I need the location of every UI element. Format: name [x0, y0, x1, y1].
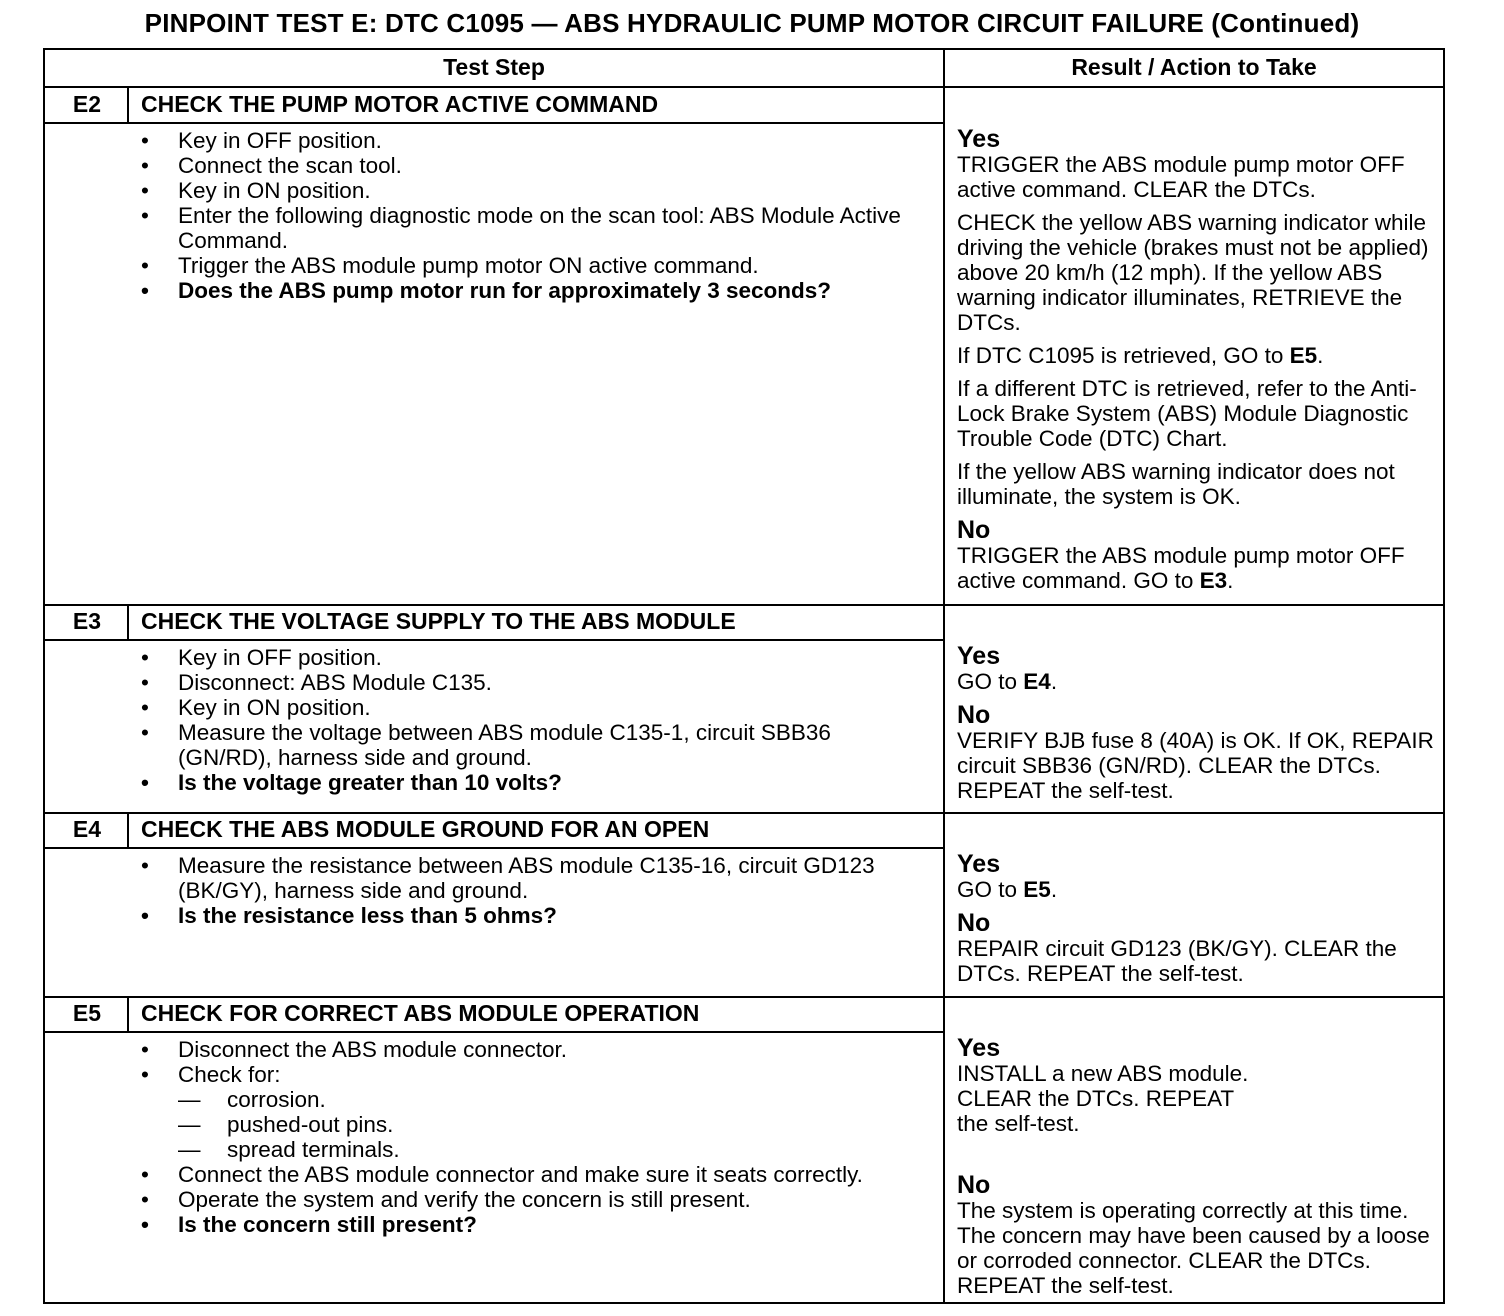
step-result: [957, 126, 1441, 601]
list-item: • Is the concern still present?: [141, 1212, 477, 1237]
list-item: • Disconnect: ABS Module C135.: [141, 670, 492, 695]
result-text: TRIGGER the ABS module pump motor OFF active command. CLEAR the DTCs.: [957, 152, 1405, 202]
step-id: E2: [72, 91, 102, 117]
step-result: [957, 1035, 1441, 1306]
step-heading: CHECK THE ABS MODULE GROUND FOR AN OPEN: [141, 816, 710, 842]
list-item: • Connect the scan tool.: [141, 153, 402, 178]
list-item: • Operate the system and verify the concern is still present.: [141, 1187, 751, 1212]
list-item: — pushed-out pins.: [178, 1112, 394, 1137]
result-text: GO to E5.: [957, 877, 1058, 902]
row-divider: [45, 604, 1443, 606]
list-item: • Enter the following diagnostic mode on the scan tool: ABS Module Active Command.: [141, 203, 901, 253]
page-title: PINPOINT TEST E: DTC C1095 — ABS HYDRAULIC PUMP MOTOR CIRCUIT FAILURE (Continued): [144, 8, 1360, 38]
step-id: E3: [72, 608, 102, 634]
no-label: No: [957, 909, 991, 937]
heading-divider: [45, 847, 943, 849]
result-text: If a different DTC is retrieved, refer to the Anti-Lock Brake System (ABS) Module Diagnostic Trouble Code (DTC) Chart.: [957, 376, 1417, 451]
list-item: • Is the resistance less than 5 ohms?: [141, 903, 557, 928]
yes-label: Yes: [957, 125, 1001, 153]
list-item: • Key in OFF position.: [141, 128, 382, 153]
row-divider: [45, 812, 1443, 814]
list-item: • Trigger the ABS module pump motor ON active command.: [141, 253, 759, 278]
result-text: REPAIR circuit GD123 (BK/GY). CLEAR the DTCs. REPEAT the self-test.: [957, 936, 1397, 986]
result-text: INSTALL a new ABS module.: [957, 1061, 1249, 1086]
step-id: E4: [72, 816, 102, 842]
no-label: No: [957, 701, 991, 729]
yes-label: Yes: [957, 1034, 1001, 1062]
list-item: • Key in OFF position.: [141, 645, 382, 670]
step-instructions: [45, 1037, 935, 1237]
list-item: • Check for:: [141, 1062, 281, 1087]
list-item: • Does the ABS pump motor run for approximately 3 seconds?: [141, 278, 832, 303]
result-text: CLEAR the DTCs. REPEAT: [957, 1086, 1235, 1111]
result-text: TRIGGER the ABS module pump motor OFF active command. GO to E3.: [957, 543, 1405, 593]
step-instructions: [45, 645, 935, 795]
list-item: • Connect the ABS module connector and make sure it seats correctly.: [141, 1162, 863, 1187]
list-item: • Measure the voltage between ABS module C135-1, circuit SBB36 (GN/RD), harness side and ground.: [141, 720, 831, 770]
list-item: — spread terminals.: [178, 1137, 400, 1162]
column-header-test-step: Test Step: [443, 54, 545, 80]
list-item: • Disconnect the ABS module connector.: [141, 1037, 567, 1062]
heading-divider: [45, 122, 943, 124]
step-heading: CHECK THE VOLTAGE SUPPLY TO THE ABS MODULE: [141, 608, 736, 634]
result-text: CHECK the yellow ABS warning indicator while driving the vehicle (brakes must not be applied) above 20 km/h (12 mph). If the yellow ABS warning indicator illuminates, RETRIEVE the DTCs.: [957, 210, 1429, 335]
heading-divider: [45, 1031, 943, 1033]
step-instructions: [45, 853, 935, 928]
heading-divider: [45, 639, 943, 641]
column-header-result: Result / Action to Take: [1071, 54, 1317, 80]
result-text: If the yellow ABS warning indicator does not illuminate, the system is OK.: [957, 459, 1395, 509]
step-result: [957, 851, 1441, 994]
list-item: • Is the voltage greater than 10 volts?: [141, 770, 562, 795]
result-text: the self-test.: [957, 1111, 1080, 1136]
no-label: No: [957, 1171, 991, 1199]
result-text: If DTC C1095 is retrieved, GO to E5.: [957, 343, 1324, 368]
list-item: — corrosion.: [178, 1087, 326, 1112]
yes-label: Yes: [957, 850, 1001, 878]
header-divider: [45, 86, 1443, 88]
list-item: • Key in ON position.: [141, 695, 371, 720]
step-id: E5: [72, 1000, 102, 1026]
list-item: • Measure the resistance between ABS module C135-16, circuit GD123 (BK/GY), harness side and ground.: [141, 853, 875, 903]
step-instructions: [45, 128, 935, 303]
no-label: No: [957, 516, 991, 544]
step-result: [957, 643, 1441, 811]
result-text: The system is operating correctly at this time. The concern may have been caused by a loose or corroded connector. CLEAR the DTCs. REPEAT the self-test.: [957, 1198, 1430, 1298]
yes-label: Yes: [957, 642, 1001, 670]
result-text: VERIFY BJB fuse 8 (40A) is OK. If OK, REPAIR circuit SBB36 (GN/RD). CLEAR the DTCs. REPEAT the self-test.: [957, 728, 1434, 803]
result-text: GO to E4.: [957, 669, 1058, 694]
step-heading: CHECK THE PUMP MOTOR ACTIVE COMMAND: [141, 91, 659, 117]
row-divider: [45, 996, 1443, 998]
column-divider: [943, 50, 945, 1302]
step-heading: CHECK FOR CORRECT ABS MODULE OPERATION: [141, 1000, 700, 1026]
list-item: • Key in ON position.: [141, 178, 371, 203]
pinpoint-test-table: [43, 48, 1445, 1304]
